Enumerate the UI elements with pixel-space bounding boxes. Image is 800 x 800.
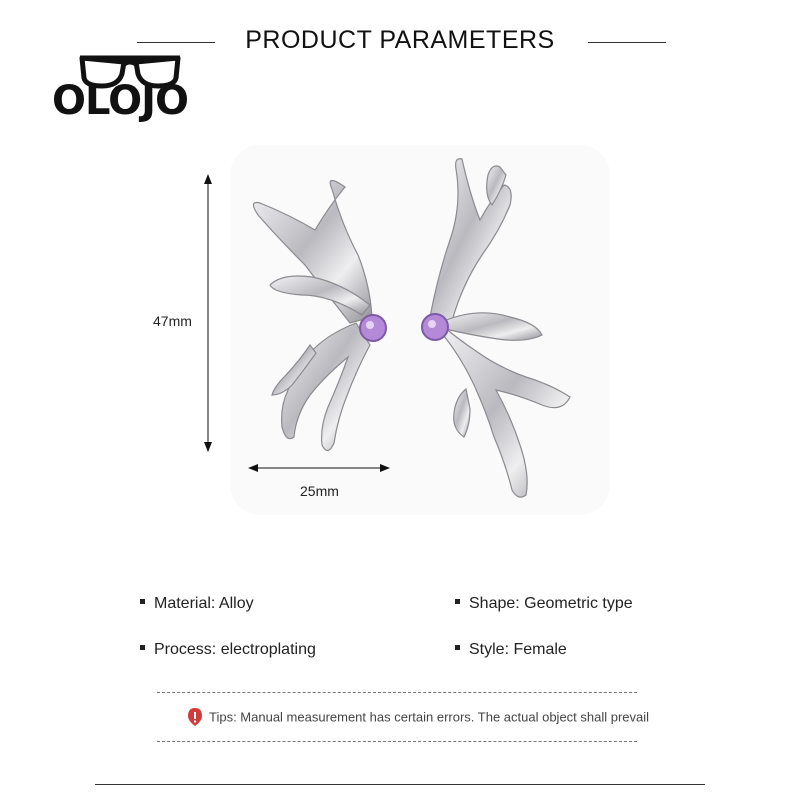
height-label: 47mm xyxy=(153,313,192,329)
spec-process-text: Process: electroplating xyxy=(154,641,316,658)
height-arrow xyxy=(200,174,216,452)
spec-process xyxy=(140,641,316,659)
warning-icon xyxy=(185,707,205,727)
spec-material-text: Material: Alloy xyxy=(154,595,254,612)
spec-style xyxy=(455,641,567,659)
bullet-icon xyxy=(140,599,145,604)
spec-material xyxy=(140,595,254,613)
tip-note xyxy=(185,708,649,728)
width-label: 25mm xyxy=(300,483,339,499)
brand-logo-text: OLOJO xyxy=(52,78,188,124)
tip-divider-bottom xyxy=(157,741,637,742)
bottom-rule xyxy=(95,784,705,785)
page-title: PRODUCT PARAMETERS xyxy=(245,26,555,54)
bullet-icon xyxy=(455,645,460,650)
tip-text: Tips: Manual measurement has certain errors. The actual object shall prevail xyxy=(209,709,650,725)
tip-divider-top xyxy=(157,692,637,693)
spec-shape-text: Shape: Geometric type xyxy=(469,595,633,612)
spec-shape xyxy=(455,595,633,613)
bullet-icon xyxy=(455,599,460,604)
bullet-icon xyxy=(140,645,145,650)
spec-style-text: Style: Female xyxy=(469,641,567,658)
title-line-right xyxy=(588,42,666,43)
width-arrow xyxy=(248,460,390,476)
